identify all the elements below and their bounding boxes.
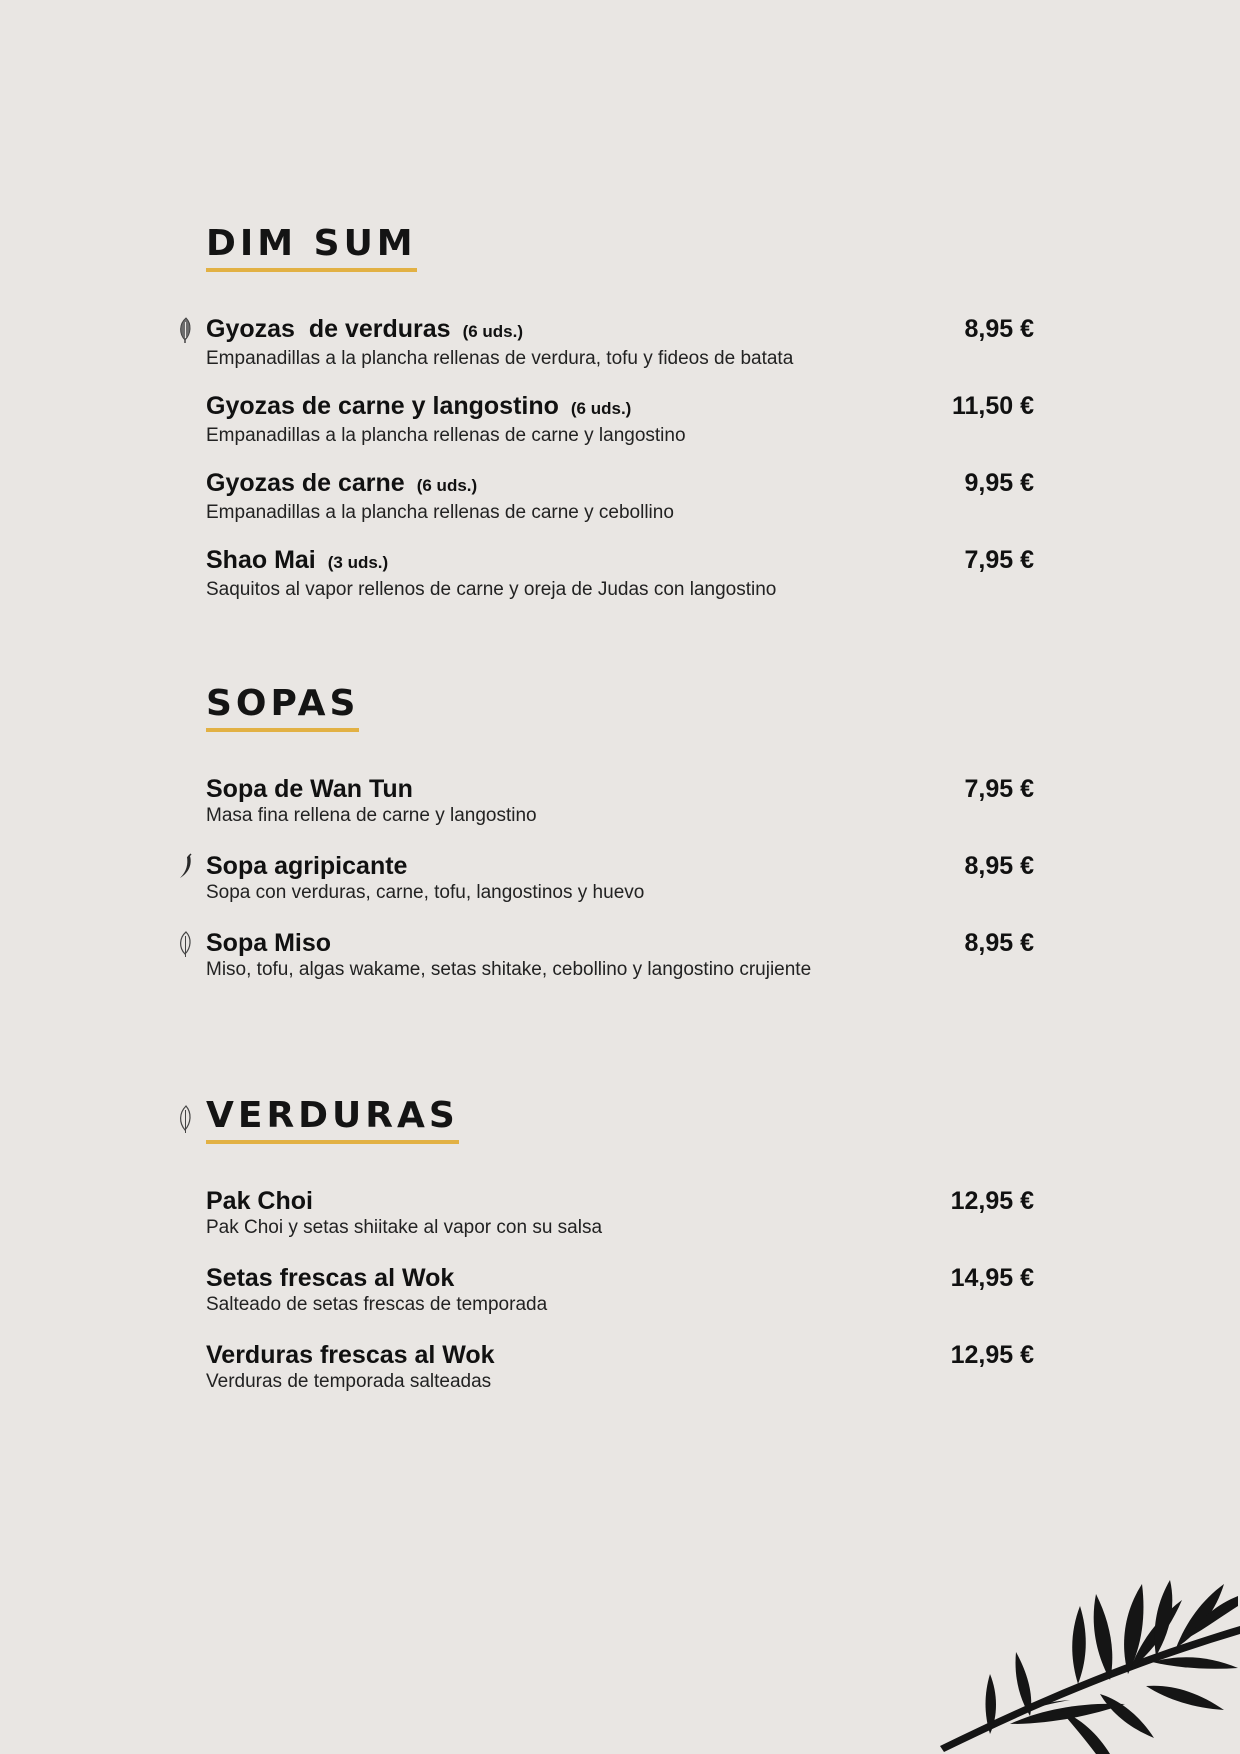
- vegetarian-leaf-icon: [176, 316, 196, 344]
- item-description: Verduras de temporada salteadas: [206, 1371, 492, 1392]
- menu-item: [206, 314, 1034, 391]
- item-name: Sopa Miso: [206, 929, 332, 957]
- item-name: Sopa de Wan Tun: [206, 775, 413, 803]
- section-sopas: [206, 682, 1034, 1005]
- item-quantity: (3 uds.): [327, 553, 389, 572]
- item-name: Gyozas de verduras: [206, 315, 451, 343]
- item-price: 8,95 €: [964, 315, 1034, 343]
- item-price: 12,95 €: [950, 1341, 1034, 1369]
- menu-item-list: [206, 1186, 1034, 1417]
- section-header: [206, 1094, 459, 1144]
- item-name: Gyozas de carne: [206, 469, 405, 497]
- menu-item-list: [206, 774, 1034, 1005]
- menu-item: [206, 545, 1034, 622]
- menu-item-list: [206, 314, 1034, 622]
- menu-item: [206, 1186, 1034, 1263]
- section-title-underline: [206, 728, 359, 732]
- section-verduras: [206, 1094, 1034, 1417]
- item-description: Empanadillas a la plancha rellenas de verdura, tofu y fideos de batata: [206, 348, 794, 369]
- item-quantity: (6 uds.): [462, 322, 524, 341]
- section-header: [206, 222, 417, 272]
- menu-item: [206, 1263, 1034, 1340]
- item-name: Pak Choi: [206, 1187, 313, 1215]
- menu-item: [206, 391, 1034, 468]
- item-price: 7,95 €: [964, 775, 1034, 803]
- item-name: Shao Mai: [206, 546, 316, 574]
- item-description: Pak Choi y setas shiitake al vapor con su salsa: [206, 1217, 603, 1238]
- menu-item: [206, 851, 1034, 928]
- menu-item: [206, 1340, 1034, 1417]
- section-dim-sum: [206, 222, 1034, 622]
- item-name: Gyozas de carne y langostino: [206, 392, 559, 420]
- item-name: Verduras frescas al Wok: [206, 1341, 495, 1369]
- item-description: Saquitos al vapor rellenos de carne y oreja de Judas con langostino: [206, 579, 777, 600]
- item-quantity: (6 uds.): [416, 476, 478, 495]
- item-quantity: (6 uds.): [570, 399, 632, 418]
- item-price: 11,50 €: [951, 392, 1034, 420]
- section-title-underline: [206, 1140, 459, 1144]
- item-description: Sopa con verduras, carne, tofu, langostinos y huevo: [206, 882, 645, 903]
- item-price: 8,95 €: [964, 929, 1034, 957]
- item-price: 14,95 €: [950, 1264, 1034, 1292]
- menu-item: [206, 774, 1034, 851]
- item-price: 9,95 €: [964, 469, 1034, 497]
- item-name: Sopa agripicante: [206, 852, 408, 880]
- menu-item: [206, 928, 1034, 1005]
- item-description: Miso, tofu, algas wakame, setas shitake, cebollino y langostino crujiente: [206, 959, 812, 980]
- chili-pepper-icon: [176, 853, 196, 881]
- vegetarian-leaf-outline-icon: [176, 930, 196, 958]
- section-title: DIM SUM: [206, 223, 417, 264]
- item-price: 8,95 €: [964, 852, 1034, 880]
- item-name: Setas frescas al Wok: [206, 1264, 455, 1292]
- vegetarian-leaf-outline-icon: [176, 1104, 196, 1134]
- item-price: 7,95 €: [964, 546, 1034, 574]
- item-description: Empanadillas a la plancha rellenas de carne y langostino: [206, 425, 686, 446]
- section-header: [206, 682, 359, 732]
- item-description: Empanadillas a la plancha rellenas de carne y cebollino: [206, 502, 674, 523]
- item-price: 12,95 €: [950, 1187, 1034, 1215]
- item-description: Masa fina rellena de carne y langostino: [206, 805, 537, 826]
- section-title: VERDURAS: [206, 1095, 459, 1136]
- bamboo-branch-icon: [920, 1534, 1240, 1754]
- menu-item: [206, 468, 1034, 545]
- section-title-underline: [206, 268, 417, 272]
- item-description: Salteado de setas frescas de temporada: [206, 1294, 548, 1315]
- section-title: SOPAS: [206, 683, 360, 724]
